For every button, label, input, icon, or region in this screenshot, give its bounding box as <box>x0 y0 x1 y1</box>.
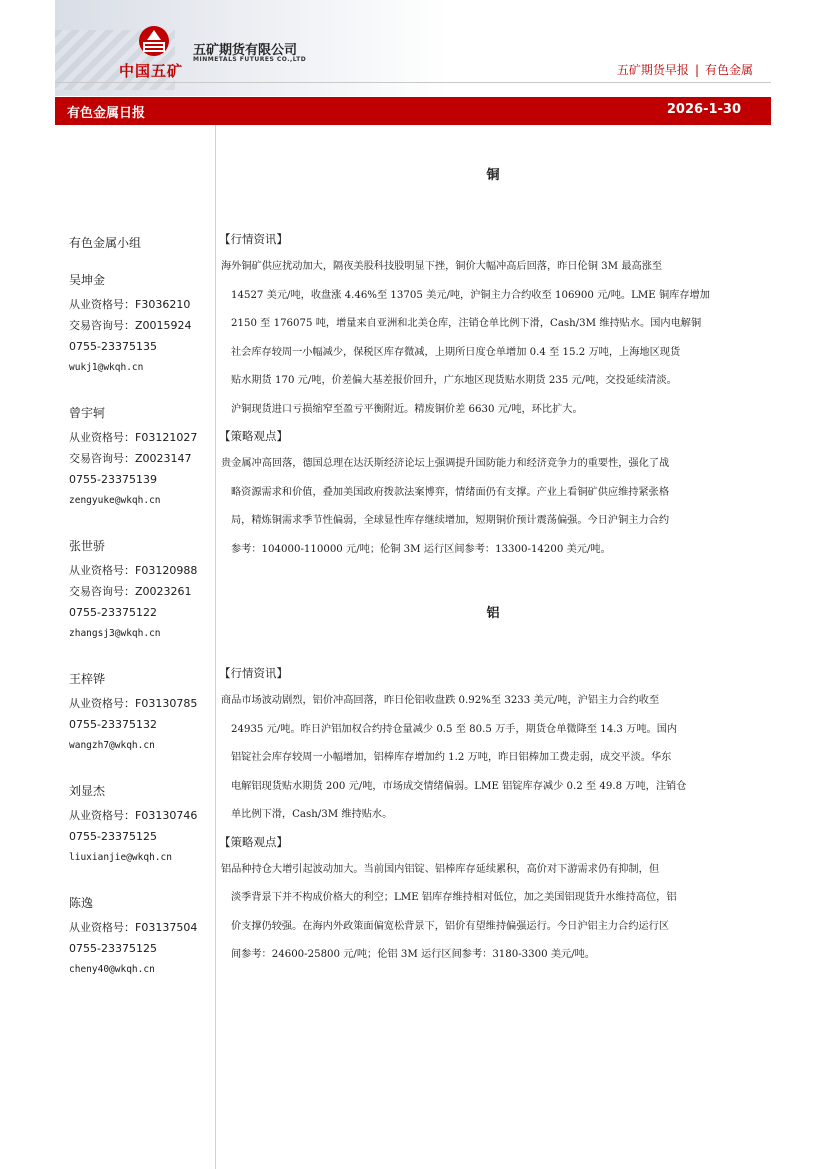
aluminium-strategy-paragraph <box>219 856 767 970</box>
analyst-email[interactable]: wukj1@wkqh.cn <box>69 362 144 373</box>
company-name-en: MINMETALS FUTURES CO.,LTD <box>193 56 307 63</box>
sidebar-divider <box>215 125 216 1169</box>
analyst-sidebar <box>69 234 209 1006</box>
analyst-name: 陈逸 <box>69 896 94 910</box>
copper-strategy-paragraph <box>219 450 767 564</box>
analyst-license: 从业资格号：F03121027 <box>69 431 198 444</box>
analyst-email[interactable]: liuxianjie@wkqh.cn <box>69 852 172 863</box>
paragraph-line: 贵金属冲高回落，德国总理在达沃斯经济论坛上强调提升国防能力和经济竞争力的重要性，强化了战 <box>221 458 670 469</box>
analyst-name: 吴坤金 <box>69 273 106 287</box>
paragraph-line: 淡季背景下并不构成价格大的利空；LME 铝库存维持相对低位，加之美国铝现货升水维持高位，铝 <box>231 892 677 903</box>
analyst-phone: 0755-23375135 <box>69 340 157 353</box>
market-info-heading: 【行情资讯】 <box>219 232 288 246</box>
paragraph-line: 铝品种持仓大增引起波动加大。当前国内铝锭、铝棒库存延续累积，高价对下游需求仍有抑制，但 <box>221 863 660 875</box>
company-name-cn: 五矿期货有限公司 <box>193 43 298 58</box>
report-title: 有色金属日报 <box>67 106 146 121</box>
title-bar <box>55 97 771 125</box>
paragraph-line: 沪铜现货进口亏损缩窄至盈亏平衡附近。精废铜价差 6630 元/吨，环比扩大。 <box>231 403 583 415</box>
paragraph-line: 24935 元/吨。昨日沪铝加权合约持仓量减少 0.5 至 80.5 万手，期货仓单微降至 14.3 万吨。国内 <box>231 723 678 735</box>
section-title-aluminium: 铝 <box>486 606 500 621</box>
strategy-heading: 【策略观点】 <box>219 834 288 849</box>
analyst-name: 刘显杰 <box>69 784 106 798</box>
aluminium-market-paragraph <box>219 687 767 830</box>
analyst-phone: 0755-23375125 <box>69 942 157 955</box>
analyst-license: 从业资格号：F3036210 <box>69 298 191 311</box>
analyst-name: 张世骄 <box>69 539 106 553</box>
paragraph-line: 价支撑仍较强。在海内外政策面偏宽松背景下，铝价有望维持偏强运行。今日沪铝主力合约运行区 <box>231 920 670 932</box>
analyst-phone: 0755-23375132 <box>69 718 157 731</box>
section-title-copper: 铜 <box>486 168 500 183</box>
paragraph-line: 海外铜矿供应扰动加大，隔夜美股科技股明显下挫，铜价大幅冲高后回落，昨日伦铜 3M 最高涨至 <box>221 261 663 272</box>
paragraph-line: 14527 美元/吨，收盘涨 4.46%至 13705 美元/吨，沪铜主力合约收至 106900 元/吨。LME 铜库存增加 <box>231 289 710 301</box>
analyst-card <box>69 271 209 378</box>
analyst-card <box>69 894 209 980</box>
analyst-consult-no: 交易咨询号：Z0023147 <box>69 452 192 465</box>
report-date: 2026-1-30 <box>666 102 741 117</box>
paragraph-line: 略资源需求和价值，叠加美国政府拨款法案博弈，情绪面仍有支撑。产业上看铜矿供应维持紧张格 <box>231 486 670 498</box>
report-body <box>219 125 767 970</box>
paragraph-line: 社会库存较周一小幅减少，保税区库存微减，上期所日度仓单增加 0.4 至 15.2 万吨，上海地区现货 <box>231 346 681 358</box>
paragraph-line: 铝锭社会库存较周一小幅增加，铝棒库存增加约 1.2 万吨，昨日铝棒加工费走弱，成交平淡。华东 <box>231 752 672 763</box>
analyst-name: 曾宇轲 <box>69 406 106 420</box>
copper-market-paragraph <box>219 253 767 424</box>
analyst-email[interactable]: cheny40@wkqh.cn <box>69 964 155 975</box>
paragraph-line: 间参考：24600-25800 元/吨；伦铝 3M 运行区间参考：3180-3300 美元/吨。 <box>231 949 596 960</box>
analyst-card <box>69 537 209 644</box>
header-divider <box>55 82 771 83</box>
report-page <box>55 0 771 1169</box>
paragraph-line: 贴水期货 170 元/吨，价差偏大基差报价回升，广东地区现货贴水期货 235 元/吨，交投延续清淡。 <box>231 375 677 386</box>
paragraph-line: 单比例下滑，Cash/3M 维持贴水。 <box>231 809 393 820</box>
analyst-card <box>69 670 209 756</box>
analyst-consult-no: 交易咨询号：Z0023261 <box>69 585 192 598</box>
analyst-license: 从业资格号：F03120988 <box>69 564 198 577</box>
analyst-email[interactable]: zengyuke@wkqh.cn <box>69 495 161 506</box>
analyst-card <box>69 404 209 511</box>
analyst-license: 从业资格号：F03137504 <box>69 921 198 934</box>
paragraph-line: 局，精炼铜需求季节性偏弱，全球显性库存继续增加，短期铜价预计震荡偏强。今日沪铜主力合约 <box>231 515 670 526</box>
brand-name: 中国五矿 <box>119 62 184 80</box>
analyst-license: 从业资格号：F03130746 <box>69 809 198 822</box>
analyst-phone: 0755-23375139 <box>69 473 157 486</box>
page-header <box>55 0 771 96</box>
analyst-phone: 0755-23375122 <box>69 606 157 619</box>
minmetals-logo-icon <box>137 24 171 58</box>
paragraph-line: 参考：104000-110000 元/吨；伦铜 3M 运行区间参考：13300-14200 美元/吨。 <box>231 543 611 555</box>
market-info-heading: 【行情资讯】 <box>219 666 288 680</box>
paragraph-line: 电解铝现货贴水期货 200 元/吨，市场成交情绪偏弱。LME 铝锭库存减少 0.2 至 49.8 万吨，注销仓 <box>231 780 687 792</box>
report-separator: | <box>694 63 699 77</box>
analyst-phone: 0755-23375125 <box>69 830 157 843</box>
report-name: 五矿期货早报 <box>616 63 689 77</box>
analyst-email[interactable]: wangzh7@wkqh.cn <box>69 740 155 751</box>
analyst-consult-no: 交易咨询号：Z0015924 <box>69 319 192 332</box>
analyst-name: 王梓铧 <box>69 672 106 686</box>
strategy-heading: 【策略观点】 <box>219 429 288 443</box>
analyst-license: 从业资格号：F03130785 <box>69 697 198 710</box>
paragraph-line: 2150 至 176075 吨，增量来自亚洲和北美仓库，注销仓单比例下滑，Cash/3M 维持贴水。国内电解铜 <box>231 318 702 329</box>
report-category: 有色金属 <box>704 63 753 77</box>
analyst-email[interactable]: zhangsj3@wkqh.cn <box>69 628 161 639</box>
analyst-card <box>69 782 209 868</box>
report-label <box>617 61 753 78</box>
team-name: 有色金属小组 <box>69 236 142 250</box>
paragraph-line: 商品市场波动剧烈，铝价冲高回落，昨日伦铝收盘跌 0.92%至 3233 美元/吨，沪铝主力合约收至 <box>221 695 660 706</box>
